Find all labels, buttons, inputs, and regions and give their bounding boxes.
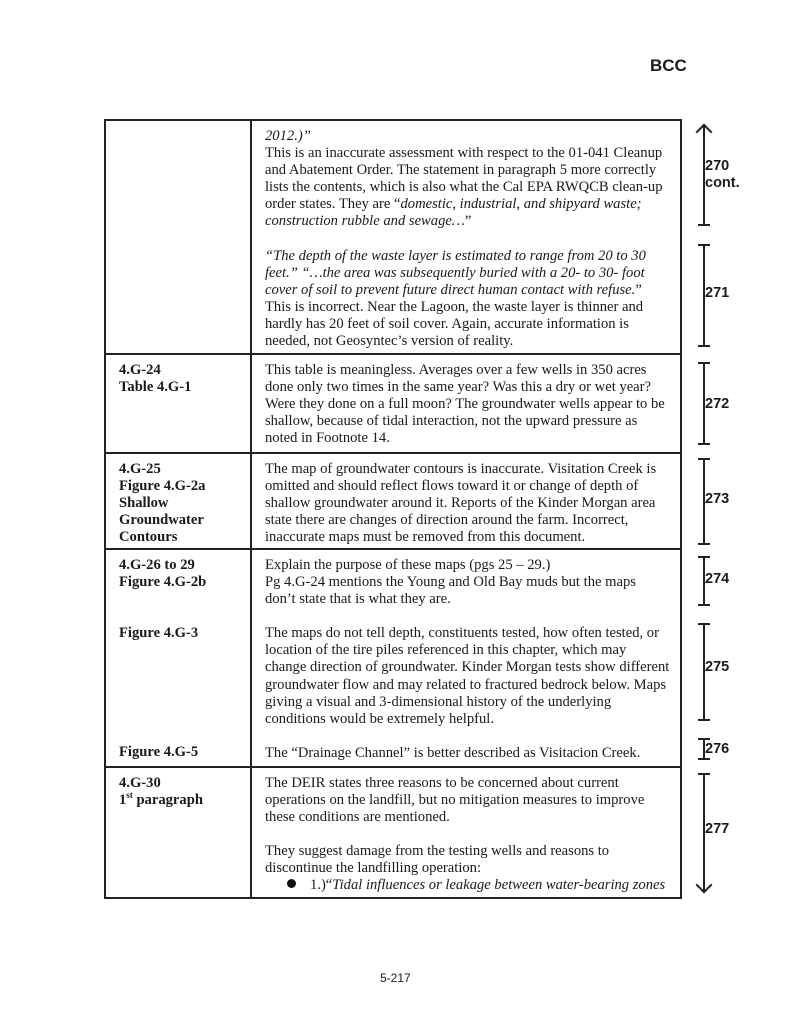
- comment-paragraph: This is an inaccurate assessment with respect to the 01-041 Cleanup and Abatement Order. The statement in paragraph 5 more correctly lists the contents, which is also what the Cal EPA RWQCB clean-up order states. They are “domestic, industrial, and shipyard waste; construction rubble and sewage…”: [265, 145, 663, 230]
- comment-paragraph: They suggest damage from the testing wells and reasons to discontinue the landfilling operation:: [265, 843, 610, 877]
- comment-number-markers: [690, 0, 800, 1034]
- figure-title-line: Shallow: [119, 495, 169, 512]
- comment-cell: [251, 549, 681, 767]
- comment-number-277: 277: [705, 821, 730, 837]
- figure-reference: Figure 4.G-5: [119, 744, 199, 761]
- table-row: [105, 354, 681, 453]
- comment-paragraph: The DEIR states three reasons to be concerned about current operations on the landfill, but no mitigation measures to improve these conditions are mentioned.: [265, 775, 645, 826]
- comment-number-270: 270 cont.: [705, 158, 740, 191]
- comment-cell: [251, 767, 681, 898]
- figure-title-line: Contours: [119, 529, 178, 546]
- page-reference: 4.G-24: [119, 362, 161, 378]
- reference-cell: [105, 549, 251, 767]
- comment-number-274: 274: [705, 571, 730, 587]
- page-reference: 4.G-25: [119, 461, 161, 477]
- comment-cell: [251, 453, 681, 549]
- comment-number-275: 275: [705, 659, 730, 675]
- comment-paragraph: Pg 4.G-24 mentions the Young and Old Bay muds but the maps don’t state that is what they are.: [265, 574, 636, 608]
- reference-cell: [105, 354, 251, 453]
- comment-number-273: 273: [705, 491, 730, 507]
- comment-number-272: 272: [705, 396, 730, 412]
- figure-reference: Figure 4.G-2a: [119, 478, 206, 495]
- comment-cell: [251, 354, 681, 453]
- paragraph-reference: 1st paragraph: [119, 790, 203, 809]
- table-row: [105, 549, 681, 767]
- page-reference: 4.G-30: [119, 775, 161, 791]
- figure-reference: Figure 4.G-3: [119, 625, 199, 642]
- figure-reference: Table 4.G-1: [119, 379, 192, 396]
- reference-cell: [105, 767, 251, 898]
- comment-paragraph: Explain the purpose of these maps (pgs 25 – 29.): [265, 557, 551, 573]
- comment-paragraph: This table is meaningless. Averages over a few wells in 350 acres done only two times in the same year? Was this a dry or wet year? Were they done on a full moon? The groundwater wells appear to be shallow, because of tidal interaction, not the upward pressure as noted in Footnote 14.: [265, 362, 665, 447]
- figure-reference: Figure 4.G-2b: [119, 574, 207, 591]
- comment-paragraph: The “Drainage Channel” is better described as Visitacion Creek.: [265, 744, 641, 761]
- table-row: [105, 767, 681, 898]
- page-reference: 4.G-26 to 29: [119, 557, 195, 573]
- table-row: [105, 120, 681, 354]
- comment-number-276: 276: [705, 741, 730, 757]
- comment-paragraph: This is incorrect. Near the Lagoon, the waste layer is thinner and hardly has 20 feet of soil cover. Again, accurate information is needed, not Geosyntec’s version of reality.: [265, 298, 644, 350]
- bullet-item: 1.)“Tidal influences or leakage between water-bearing zones: [265, 877, 670, 894]
- reference-cell: [105, 120, 251, 354]
- comment-number-271: 271: [705, 285, 730, 301]
- figure-title-line: Groundwater: [119, 512, 204, 529]
- table-row: [105, 453, 681, 549]
- arrow-up-icon: [696, 124, 713, 141]
- comments-table: [104, 119, 682, 899]
- document-code-header: BCC: [650, 56, 687, 75]
- comment-paragraph: The map of groundwater contours is inaccurate. Visitation Creek is omitted and should reflect flows toward it or change of depth of shallow groundwater around it. Reports of the Kinder Morgan area state there are changes of direction around the farm. Incorrect, inaccurate maps must be removed from this document.: [265, 461, 657, 546]
- comment-paragraph: The maps do not tell depth, constituents tested, how often tested, or location of the tire piles referenced in this chapter, which may change direction of groundwater. Kinder Morgan tests show different groundwater flow and may related to fractured bedrock below. Maps giving a visual and 3-dimensional history of the underlying conditions would be extremely helpful.: [265, 625, 670, 727]
- page-number: 5-217: [380, 971, 411, 985]
- comment-paragraph: 2012.)”: [265, 128, 311, 144]
- comment-paragraph: “The depth of the waste layer is estimated to range from 20 to 30 feet.” “…the area was subsequently buried with a 20- to 30- foot cover of soil to prevent future direct human contact with refuse.”: [265, 247, 646, 298]
- reference-cell: [105, 453, 251, 549]
- comment-cell: [251, 120, 681, 354]
- bullet-icon: [287, 879, 296, 888]
- arrow-down-icon: [696, 877, 713, 894]
